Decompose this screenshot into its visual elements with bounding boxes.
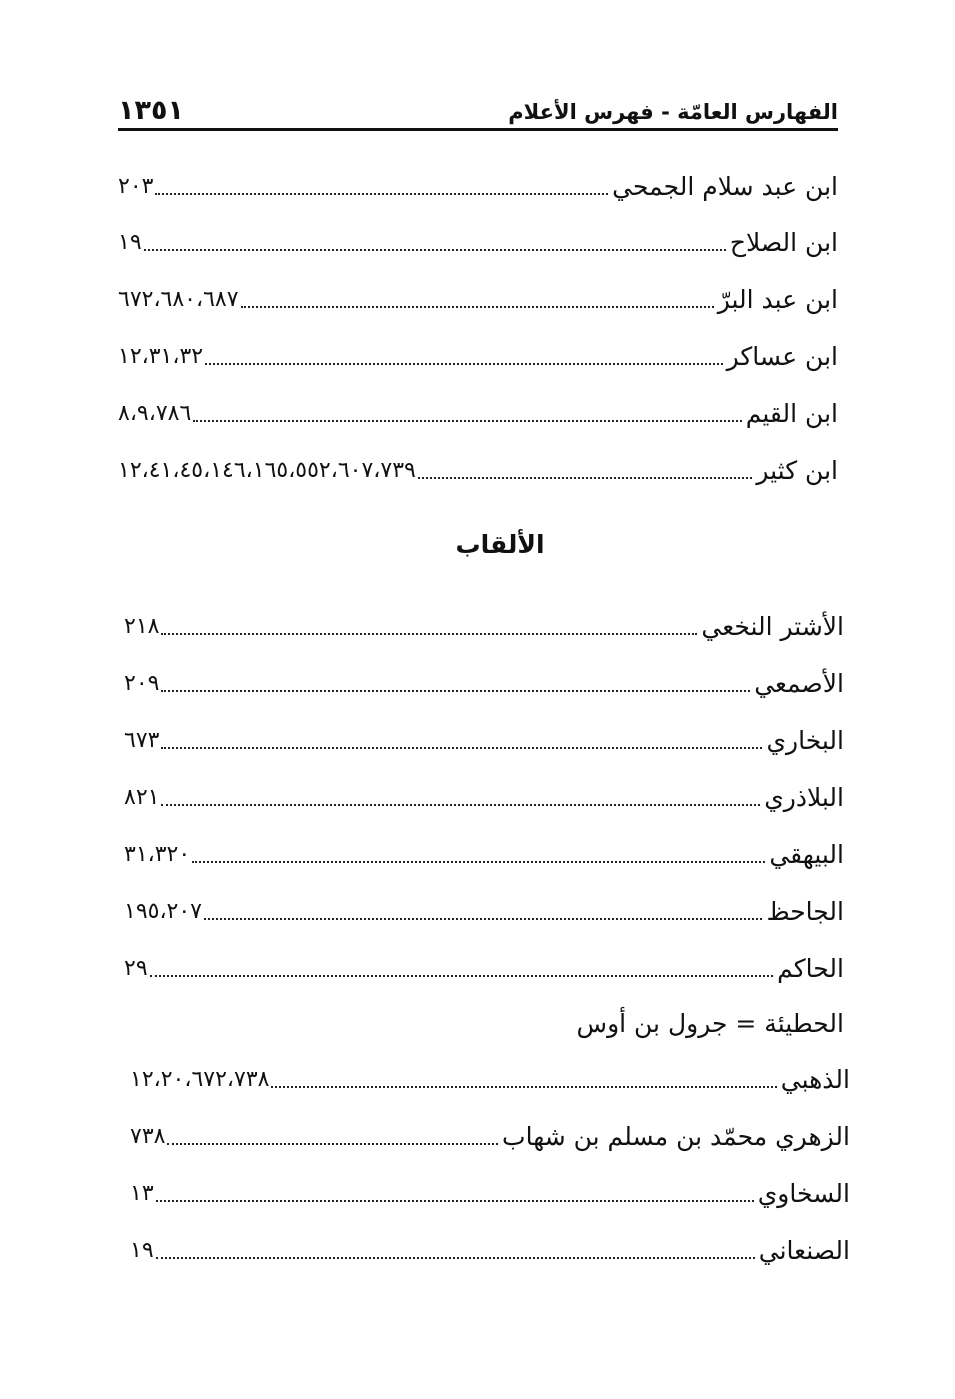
index-entry — [130, 1113, 850, 1153]
entry-name: ابن عبد البرّ — [717, 285, 838, 314]
index-entry — [124, 945, 844, 985]
entry-pages: ٢١٨ — [124, 614, 160, 639]
entry-pages: ٢٩ — [124, 956, 148, 981]
index-entry — [118, 163, 838, 203]
entry-pages: ١٩ — [130, 1238, 154, 1263]
entry-pages: ٢٠٣ — [118, 174, 154, 199]
dot-leader — [161, 633, 697, 635]
entry-pages: ٧٣٨ — [130, 1124, 166, 1149]
dot-leader — [155, 193, 608, 195]
entry-name: السخاوي — [757, 1179, 850, 1208]
index-entry — [130, 1227, 850, 1267]
entry-pages: ١٩ — [118, 230, 142, 255]
entry-name: البلاذري — [764, 783, 844, 812]
dot-leader — [241, 306, 714, 308]
index-entry — [130, 1170, 850, 1210]
running-title: الفهارس العامّة - فهرس الأعلام — [508, 100, 838, 124]
entry-name: الصنعاني — [758, 1236, 850, 1265]
running-header — [118, 88, 838, 131]
entry-name: الأشتر النخعي — [701, 612, 844, 641]
dot-leader — [161, 747, 762, 749]
index-entry — [118, 276, 838, 316]
dot-leader — [167, 1143, 498, 1145]
index-entry — [118, 219, 838, 259]
dot-leader — [150, 975, 774, 977]
index-entry — [124, 660, 844, 700]
entry-pages: ٢٠٩ — [124, 671, 160, 696]
entry-pages: ٣١،٣٢٠ — [124, 842, 191, 867]
page-number: ١٣٥١ — [118, 95, 184, 126]
entry-name: ابن كثير — [756, 456, 838, 485]
dot-leader — [418, 477, 752, 479]
index-entry — [118, 390, 838, 430]
cross-reference-entry — [124, 1000, 844, 1040]
entry-pages: ١٢،٣١،٣٢ — [118, 344, 204, 369]
dot-leader — [271, 1086, 776, 1088]
dot-leader — [144, 249, 726, 251]
entry-pages: ١٩٥،٢٠٧ — [124, 899, 202, 924]
index-entry — [130, 1056, 850, 1096]
entry-pages: ٦٧٣ — [124, 728, 160, 753]
index-entry — [118, 333, 838, 373]
dot-leader — [192, 861, 765, 863]
entry-pages: ٦٧٢،٦٨٠،٦٨٧ — [118, 287, 239, 312]
section-heading: الألقاب — [455, 530, 545, 559]
dot-leader — [205, 363, 722, 365]
entry-name: الأصمعي — [754, 669, 844, 698]
entry-pages: ١٣ — [130, 1181, 154, 1206]
entry-name: ابن عساكر — [726, 342, 838, 371]
dot-leader — [161, 804, 760, 806]
entry-name: ابن عبد سلام الجمحي — [612, 172, 838, 201]
dot-leader — [156, 1257, 755, 1259]
index-entry — [118, 447, 838, 487]
entry-name: الذهبي — [780, 1065, 850, 1094]
dot-leader — [193, 420, 741, 422]
entry-pages: ١٢،٤١،٤٥،١٤٦،١٦٥،٥٥٢،٦٠٧،٧٣٩ — [118, 458, 416, 483]
index-entry — [124, 774, 844, 814]
index-entry — [124, 831, 844, 871]
dot-leader — [204, 918, 762, 920]
entry-name: الحطيئة = جرول بن أوس — [576, 1009, 844, 1038]
entry-pages: ١٢،٢٠،٦٧٢،٧٣٨ — [130, 1067, 270, 1092]
entry-name: البخاري — [766, 726, 844, 755]
index-entry — [124, 717, 844, 757]
index-entry — [124, 888, 844, 928]
index-entry — [124, 603, 844, 643]
entry-name: البيهقي — [769, 840, 844, 869]
entry-name: ابن القيم — [745, 399, 838, 428]
entry-name: ابن الصلاح — [729, 228, 838, 257]
entry-name: الزهري محمّد بن مسلم بن شهاب — [502, 1122, 850, 1151]
entry-pages: ٨،٩،٧٨٦ — [118, 401, 192, 426]
dot-leader — [161, 690, 750, 692]
entry-pages: ٨٢١ — [124, 785, 160, 810]
dot-leader — [156, 1200, 754, 1202]
entry-name: الحاكم — [777, 954, 844, 983]
entry-name: الجاحظ — [766, 897, 844, 926]
